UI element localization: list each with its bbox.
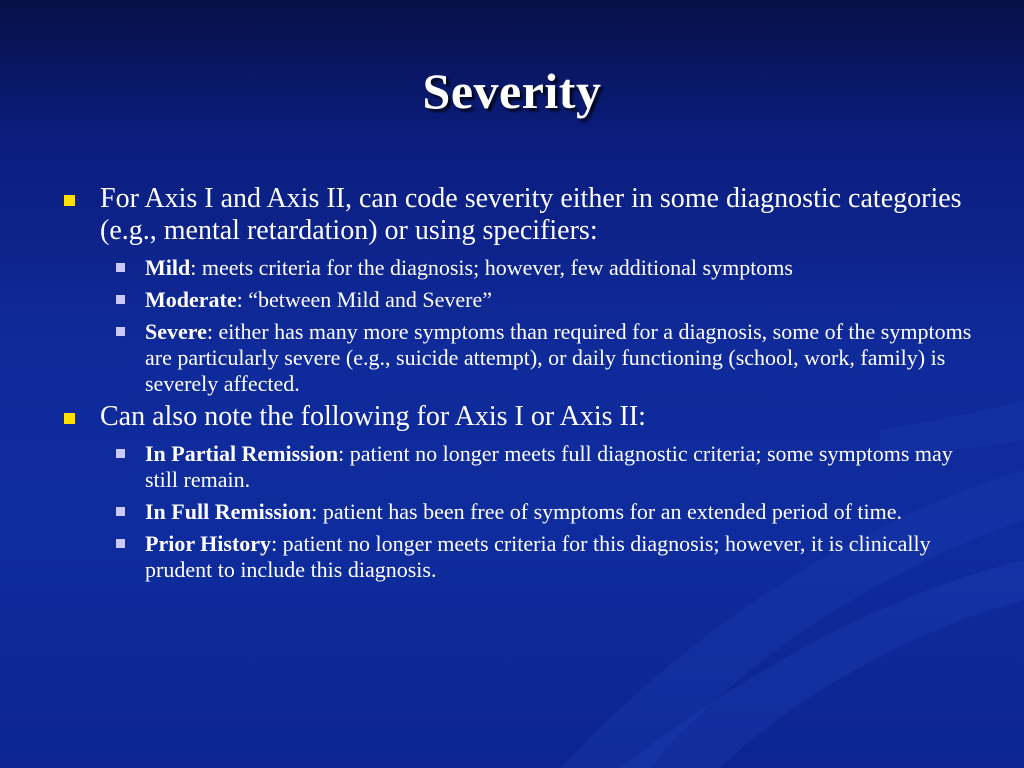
square-bullet-icon	[116, 449, 125, 458]
sub-bullet-term: Severe	[145, 319, 207, 344]
slide-title: Severity	[422, 63, 602, 119]
square-bullet-icon	[116, 507, 125, 516]
square-bullet-icon	[116, 327, 125, 336]
sub-bullet-item	[62, 319, 982, 397]
sub-bullet-item	[62, 287, 982, 313]
slide-body	[62, 183, 982, 589]
sub-bullet-item	[62, 499, 982, 525]
sub-bullet-text: : patient no longer meets full diagnostic criteria; some symptoms may still remain.	[145, 441, 953, 492]
sub-bullet-term: Prior History	[145, 531, 272, 556]
sub-bullet-text: : patient has been free of symptoms for an extended period of time.	[311, 499, 903, 524]
sub-bullet-text: : either has many more symptoms than required for a diagnosis, some of the symptoms are particularly severe (e.g., suicide attempt), or daily functioning (school, work, family) is severely affected.	[145, 319, 972, 396]
bullet-item	[62, 401, 982, 433]
sub-bullet-text: : patient no longer meets criteria for this diagnosis; however, it is clinically prudent to include this diagnosis.	[145, 531, 931, 582]
square-bullet-icon	[64, 195, 75, 206]
sub-bullet-term: In Partial Remission	[145, 441, 339, 466]
square-bullet-icon	[116, 263, 125, 272]
square-bullet-icon	[116, 295, 125, 304]
sub-bullet-term: Moderate	[145, 287, 237, 312]
square-bullet-icon	[116, 539, 125, 548]
sub-bullet-text: : meets criteria for the diagnosis; however, few additional symptoms	[190, 255, 793, 280]
bullet-text: Can also note the following for Axis I or Axis II:	[100, 401, 646, 432]
sub-bullet-text: : “between Mild and Severe”	[236, 287, 492, 312]
sub-bullet-term: In Full Remission	[145, 499, 312, 524]
sub-bullet-term: Mild	[145, 255, 191, 280]
sub-bullet-item	[62, 441, 982, 493]
bullet-text: For Axis I and Axis II, can code severity either in some diagnostic categories (e.g., mental retardation) or using specifiers:	[100, 183, 962, 246]
square-bullet-icon	[64, 413, 75, 424]
sub-bullet-item	[62, 255, 982, 281]
sub-bullet-item	[62, 531, 982, 583]
bullet-item	[62, 183, 982, 247]
